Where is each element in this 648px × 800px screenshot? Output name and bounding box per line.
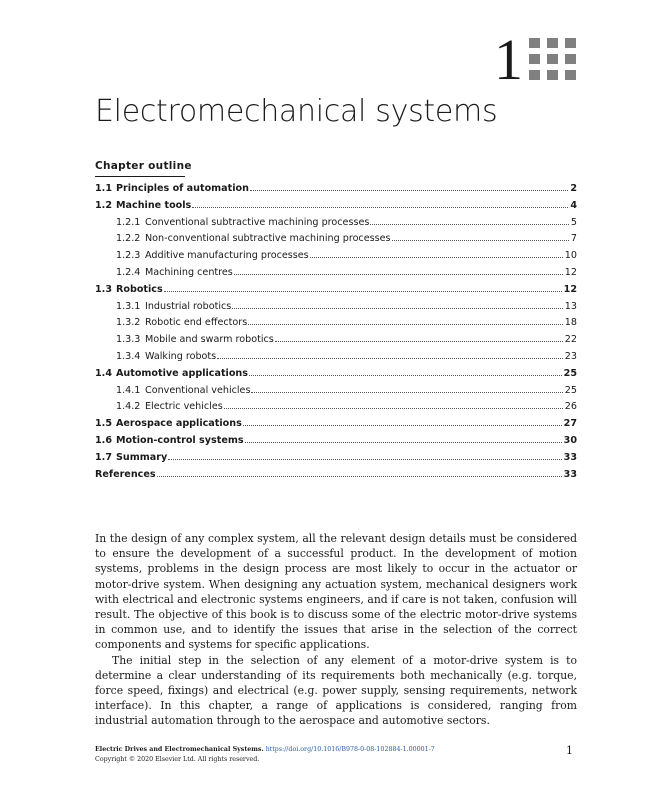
- toc-dot-leader: [251, 392, 562, 393]
- toc-entry-number: 1.4.1: [116, 384, 141, 396]
- toc-entry[interactable]: [95, 265, 577, 282]
- toc-entry-page: 12: [564, 266, 577, 278]
- toc-dot-leader: [245, 442, 562, 443]
- toc-entry-page: 2: [570, 183, 577, 194]
- toc-entry-number: 1.3: [95, 283, 112, 295]
- toc-entry-number: 1.2: [95, 199, 112, 211]
- toc-dot-leader: [370, 224, 569, 225]
- toc-entry-page: 25: [564, 384, 577, 396]
- toc-entry-number: 1.3.4: [116, 350, 141, 362]
- toc-entry[interactable]: [95, 467, 577, 484]
- toc-entry[interactable]: [95, 315, 577, 332]
- toc-dot-leader: [217, 358, 563, 359]
- toc-entry-page: 30: [563, 434, 577, 446]
- toc-dot-leader: [275, 341, 563, 342]
- toc-dot-leader: [250, 190, 568, 191]
- toc-entry-page: 18: [564, 317, 577, 329]
- toc-entry-title: Robotic end effectors: [145, 317, 248, 329]
- toc-entry-page: 33: [563, 468, 577, 480]
- toc-entry[interactable]: [95, 215, 577, 232]
- toc-entry-page: 7: [570, 233, 577, 245]
- toc-entry-title: Machining centres: [145, 266, 233, 278]
- toc-entry[interactable]: [95, 366, 577, 383]
- toc-entry-title: Conventional subtractive machining processes: [145, 216, 370, 228]
- toc-entry-page: 33: [563, 451, 577, 463]
- toc-entry-number: 1.4.2: [116, 401, 141, 413]
- toc-entry[interactable]: [95, 282, 577, 299]
- toc-dot-leader: [164, 291, 562, 292]
- toc-entry-page: 13: [564, 300, 577, 312]
- toc-entry-number: 1.2.2: [116, 233, 141, 245]
- outline-heading-rule: [95, 176, 185, 177]
- chapter-decoration-icon: [529, 38, 576, 80]
- toc-entry-number: 1.1: [95, 183, 112, 194]
- toc-entry-page: 22: [564, 334, 577, 346]
- toc-entry[interactable]: [95, 181, 577, 198]
- toc-entry-page: 27: [563, 418, 577, 430]
- toc-entry-number: 1.2.3: [116, 250, 141, 262]
- toc-dot-leader: [224, 408, 563, 409]
- toc-entry-page: 5: [570, 216, 577, 228]
- toc-entry[interactable]: [95, 383, 577, 400]
- page-number: 1: [566, 744, 573, 757]
- toc-dot-leader: [168, 459, 561, 460]
- toc-entry-number: 1.2.4: [116, 266, 141, 278]
- toc-entry[interactable]: [95, 416, 577, 433]
- toc-dot-leader: [392, 240, 569, 241]
- table-of-contents: [95, 181, 577, 483]
- body-paragraph: The initial step in the selection of any element of a motor-drive system is to determine a clear understanding of its requirements both mechanically (e.g. torque, force speed, fixings) and electrical (e.g. power supply, sensing requirements, network interface). In this chapter, a range of applications is considered, ranging from industrial automation through to the aerospace and automotive sectors.: [95, 653, 577, 728]
- page-footer: [95, 745, 435, 765]
- toc-entry-title: Principles of automation: [116, 183, 249, 194]
- toc-entry-title: Machine tools: [116, 199, 192, 211]
- toc-entry-title: Aerospace applications: [116, 418, 242, 430]
- toc-entry-title: Non-conventional subtractive machining processes: [145, 233, 391, 245]
- toc-dot-leader: [249, 375, 562, 376]
- toc-entry-title: Automotive applications: [116, 367, 248, 379]
- chapter-number: 1: [494, 27, 523, 92]
- toc-entry-page: 4: [570, 199, 577, 211]
- toc-dot-leader: [192, 207, 568, 208]
- toc-entry-page: 25: [563, 367, 577, 379]
- toc-entry-number: 1.7: [95, 451, 112, 463]
- toc-entry-title: Mobile and swarm robotics: [145, 334, 274, 346]
- toc-dot-leader: [248, 324, 563, 325]
- toc-entry-title: Industrial robotics: [145, 300, 232, 312]
- toc-entry-page: 26: [564, 401, 577, 413]
- toc-entry-number: 1.6: [95, 434, 112, 446]
- toc-entry[interactable]: [95, 248, 577, 265]
- toc-entry-title: Walking robots: [145, 350, 217, 362]
- toc-entry[interactable]: [95, 332, 577, 349]
- toc-entry[interactable]: [95, 450, 577, 467]
- toc-entry[interactable]: [95, 231, 577, 248]
- toc-entry[interactable]: [95, 433, 577, 450]
- toc-entry-page: 12: [563, 283, 577, 295]
- toc-entry-title: Conventional vehicles: [145, 384, 251, 396]
- toc-entry-number: 1.5: [95, 418, 112, 430]
- footer-doi-link[interactable]: https://doi.org/10.1016/B978-0-08-102884-1.00001-7: [265, 746, 435, 753]
- toc-entry-number: 1.3.1: [116, 300, 141, 312]
- toc-entry-title: References: [95, 468, 156, 480]
- toc-dot-leader: [234, 274, 563, 275]
- toc-entry-title: Robotics: [116, 283, 163, 295]
- chapter-title: Electromechanical systems: [95, 94, 498, 129]
- toc-entry[interactable]: [95, 198, 577, 215]
- toc-entry-number: 1.4: [95, 367, 112, 379]
- toc-entry[interactable]: [95, 399, 577, 416]
- footer-book-title: Electric Drives and Electromechanical Systems.: [95, 746, 264, 753]
- toc-entry-number: 1.3.2: [116, 317, 141, 329]
- toc-entry-title: Additive manufacturing processes: [145, 250, 309, 262]
- toc-entry-number: 1.3.3: [116, 334, 141, 346]
- toc-dot-leader: [157, 476, 562, 477]
- body-paragraph: In the design of any complex system, all the relevant design details must be considered to ensure the development of a successful product. In the development of motion systems, problems in the design process are most likely to occur in the actuator or motor-drive system. When designing any actuation system, mechanical designers work with electrical and electronic systems engineers, and if care is not taken, confusion will result. The objective of this book is to discuss some of the electric motor-drive systems in common use, and to identify the issues that arise in the selection of the correct components and systems for specific applications.: [95, 532, 577, 652]
- toc-entry-number: 1.2.1: [116, 216, 141, 228]
- toc-entry[interactable]: [95, 299, 577, 316]
- toc-entry-title: Electric vehicles: [145, 401, 223, 413]
- footer-copyright: Copyright © 2020 Elsevier Ltd. All rights reserved.: [95, 756, 260, 763]
- toc-entry-title: Summary: [116, 451, 168, 463]
- toc-dot-leader: [310, 257, 563, 258]
- toc-entry-page: 23: [564, 350, 577, 362]
- toc-dot-leader: [243, 425, 562, 426]
- toc-entry-page: 10: [564, 250, 577, 262]
- toc-dot-leader: [232, 308, 562, 309]
- outline-heading: Chapter outline: [95, 160, 192, 172]
- toc-entry[interactable]: [95, 349, 577, 366]
- toc-entry-title: Motion-control systems: [116, 434, 244, 446]
- body-text: [95, 531, 577, 729]
